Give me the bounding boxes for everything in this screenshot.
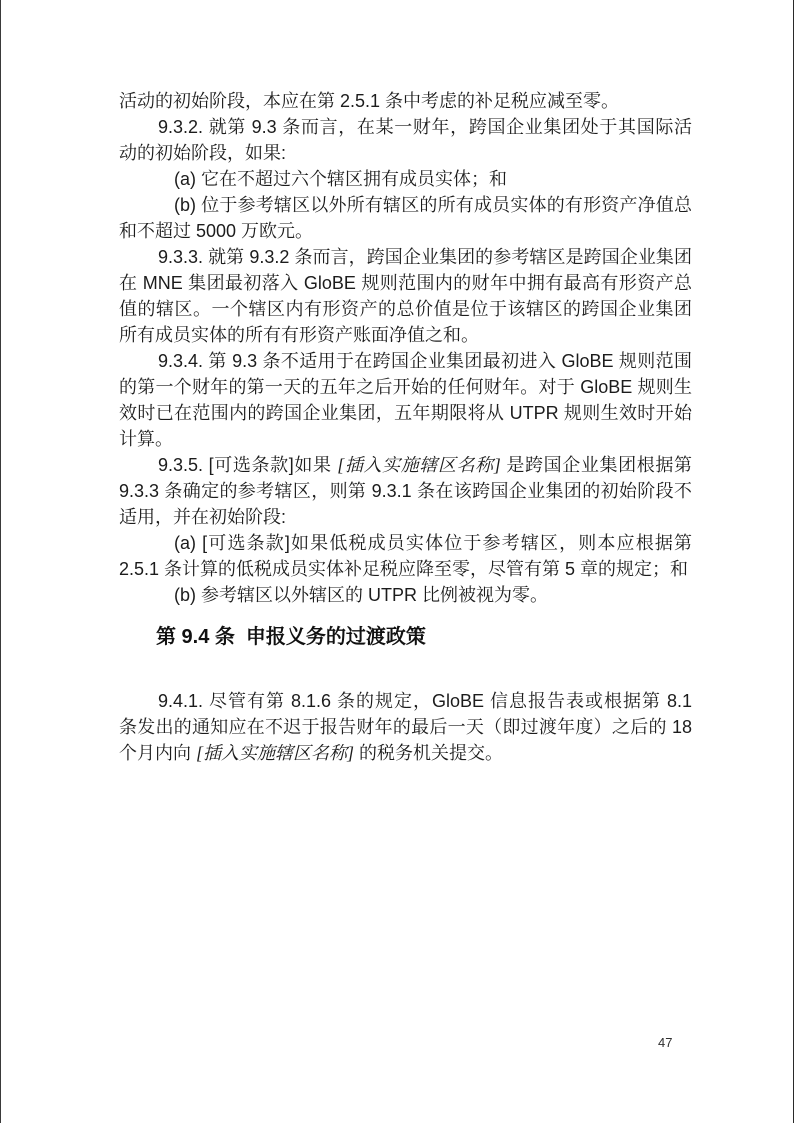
paragraph-text: (a) 它在不超过六个辖区拥有成员实体；和 xyxy=(174,169,507,189)
placeholder-jurisdiction-name: [插入实施辖区名称] xyxy=(337,455,501,475)
paragraph-931-continuation xyxy=(119,88,692,114)
list-item-932-a xyxy=(119,166,692,192)
paragraph-text: 的税务机关提交。 xyxy=(354,743,504,763)
section-heading-title: 申报义务的过渡政策 xyxy=(245,626,426,648)
paragraph-932 xyxy=(119,114,692,166)
paragraph-933 xyxy=(119,244,692,348)
paragraph-text: 9.3.4. 第 9.3 条不适用于在跨国企业集团最初进入 GloBE 规则范围的第一个财年的第一天的五年之后开始的任何财年。对于 GloBE 规则生效时已在范围内的跨国企业集团，五年期限将从 UTPR 规则生效时开始计算。 xyxy=(119,351,692,449)
list-item-935-a xyxy=(119,530,692,582)
list-item-932-b xyxy=(119,192,692,244)
paragraph-text: 活动的初始阶段，本应在第 2.5.1 条中考虑的补足税应减至零。 xyxy=(119,91,620,111)
document-body xyxy=(119,88,692,766)
paragraph-text: 是跨国企业集团根据第 9.3.3 条确定的参考辖区，则第 9.3.1 条在该跨国企业集团的初始阶段不适用，并在初始阶段: xyxy=(119,455,692,527)
list-item-935-b xyxy=(119,582,692,608)
page-number: 47 xyxy=(658,1035,673,1050)
placeholder-jurisdiction-name: [插入实施辖区名称] xyxy=(196,743,355,763)
paragraph-935 xyxy=(119,452,692,530)
paragraph-text: (a) [可选条款]如果低税成员实体位于参考辖区，则本应根据第 2.5.1 条计算的低税成员实体补足税应降至零，尽管有第 5 章的规定；和 xyxy=(119,533,692,579)
paragraph-text: 9.3.2. 就第 9.3 条而言，在某一财年，跨国企业集团处于其国际活动的初始阶段，如果: xyxy=(119,117,692,163)
paragraph-text: 9.3.3. 就第 9.3.2 条而言，跨国企业集团的参考辖区是跨国企业集团在 MNE 集团最初落入 GloBE 规则范围内的财年中拥有最高有形资产总值的辖区。一个辖区内有形资产的总价值是位于该辖区的跨国企业集团所有成员实体的所有有形资产账面净值之和。 xyxy=(119,247,692,345)
section-heading-9-4 xyxy=(119,623,692,651)
paragraph-text: 9.4.1. 尽管有第 8.1.6 条的规定，GloBE 信息报告表或根据第 8.1 条发出的通知应在不迟于报告财年的最后一天（即过渡年度）之后的 18 个月内向 xyxy=(119,691,692,763)
section-heading-label: 第 9.4 条 xyxy=(156,626,235,648)
paragraph-text: (b) 位于参考辖区以外所有辖区的所有成员实体的有形资产净值总和不超过 5000 万欧元。 xyxy=(119,195,692,241)
paragraph-934 xyxy=(119,348,692,452)
paragraph-text: (b) 参考辖区以外辖区的 UTPR 比例被视为零。 xyxy=(174,585,548,605)
paragraph-text: 9.3.5. [可选条款]如果 xyxy=(158,455,338,475)
paragraph-941 xyxy=(119,688,692,766)
